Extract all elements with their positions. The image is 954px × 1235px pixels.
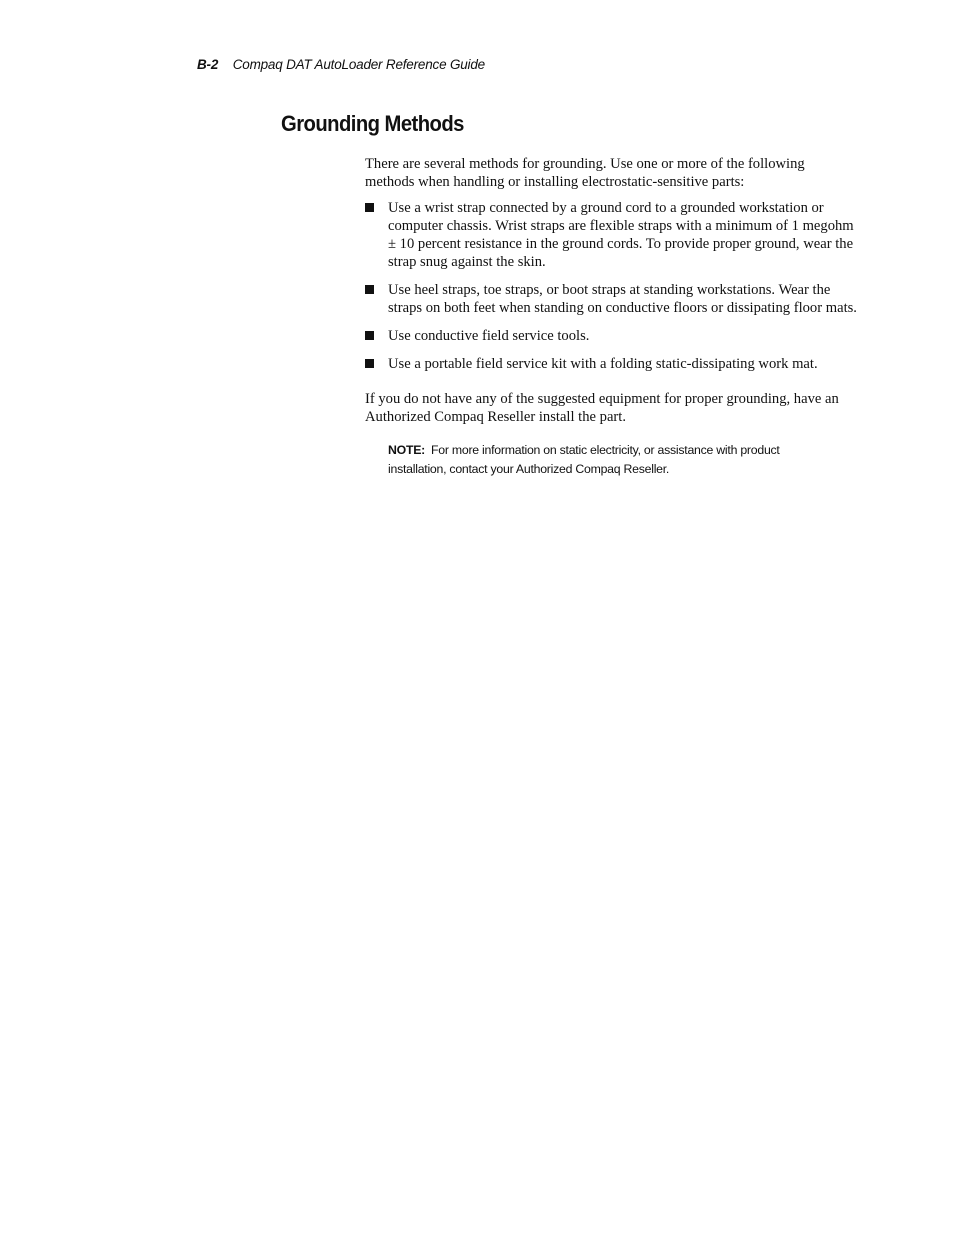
closing-paragraph: If you do not have any of the suggested equipment for proper grounding, have an Authorized Compaq Reseller install the part. bbox=[365, 391, 839, 425]
guide-title: Compaq DAT AutoLoader Reference Guide bbox=[232, 57, 485, 72]
square-bullet-icon bbox=[365, 331, 374, 340]
list-item bbox=[365, 355, 857, 373]
square-bullet-icon bbox=[365, 359, 374, 368]
note-label: NOTE: bbox=[388, 443, 426, 457]
list-item bbox=[365, 199, 857, 271]
list-item bbox=[365, 327, 857, 345]
running-header bbox=[197, 57, 485, 72]
list-item-text: Use conductive field service tools. bbox=[388, 328, 590, 344]
grounding-methods-list bbox=[365, 199, 857, 373]
list-item bbox=[365, 281, 857, 317]
section-title: Grounding Methods bbox=[281, 111, 464, 136]
note-text: For more information on static electricity, or assistance with product installation, contact your Authorized Compaq Reseller. bbox=[388, 443, 780, 476]
list-item-text: Use a wrist strap connected by a ground cord to a grounded workstation or computer chassis. Wrist straps are flexible straps with a minimum of 1 megohm ± 10 percent resistance in the ground cords. To provide proper ground, wear the strap snug against the skin. bbox=[388, 200, 854, 270]
list-item-text: Use heel straps, toe straps, or boot straps at standing workstations. Wear the straps on both feet when standing on conductive floors or dissipating floor mats. bbox=[388, 282, 857, 316]
page-number: B-2 bbox=[197, 57, 219, 72]
list-item-text: Use a portable field service kit with a folding static-dissipating work mat. bbox=[388, 356, 818, 372]
note-box bbox=[388, 441, 828, 479]
square-bullet-icon bbox=[365, 203, 374, 212]
section-body bbox=[365, 155, 857, 479]
intro-paragraph: There are several methods for grounding. Use one or more of the following methods when handling or installing electrostatic-sensitive parts: bbox=[365, 156, 805, 190]
square-bullet-icon bbox=[365, 285, 374, 294]
